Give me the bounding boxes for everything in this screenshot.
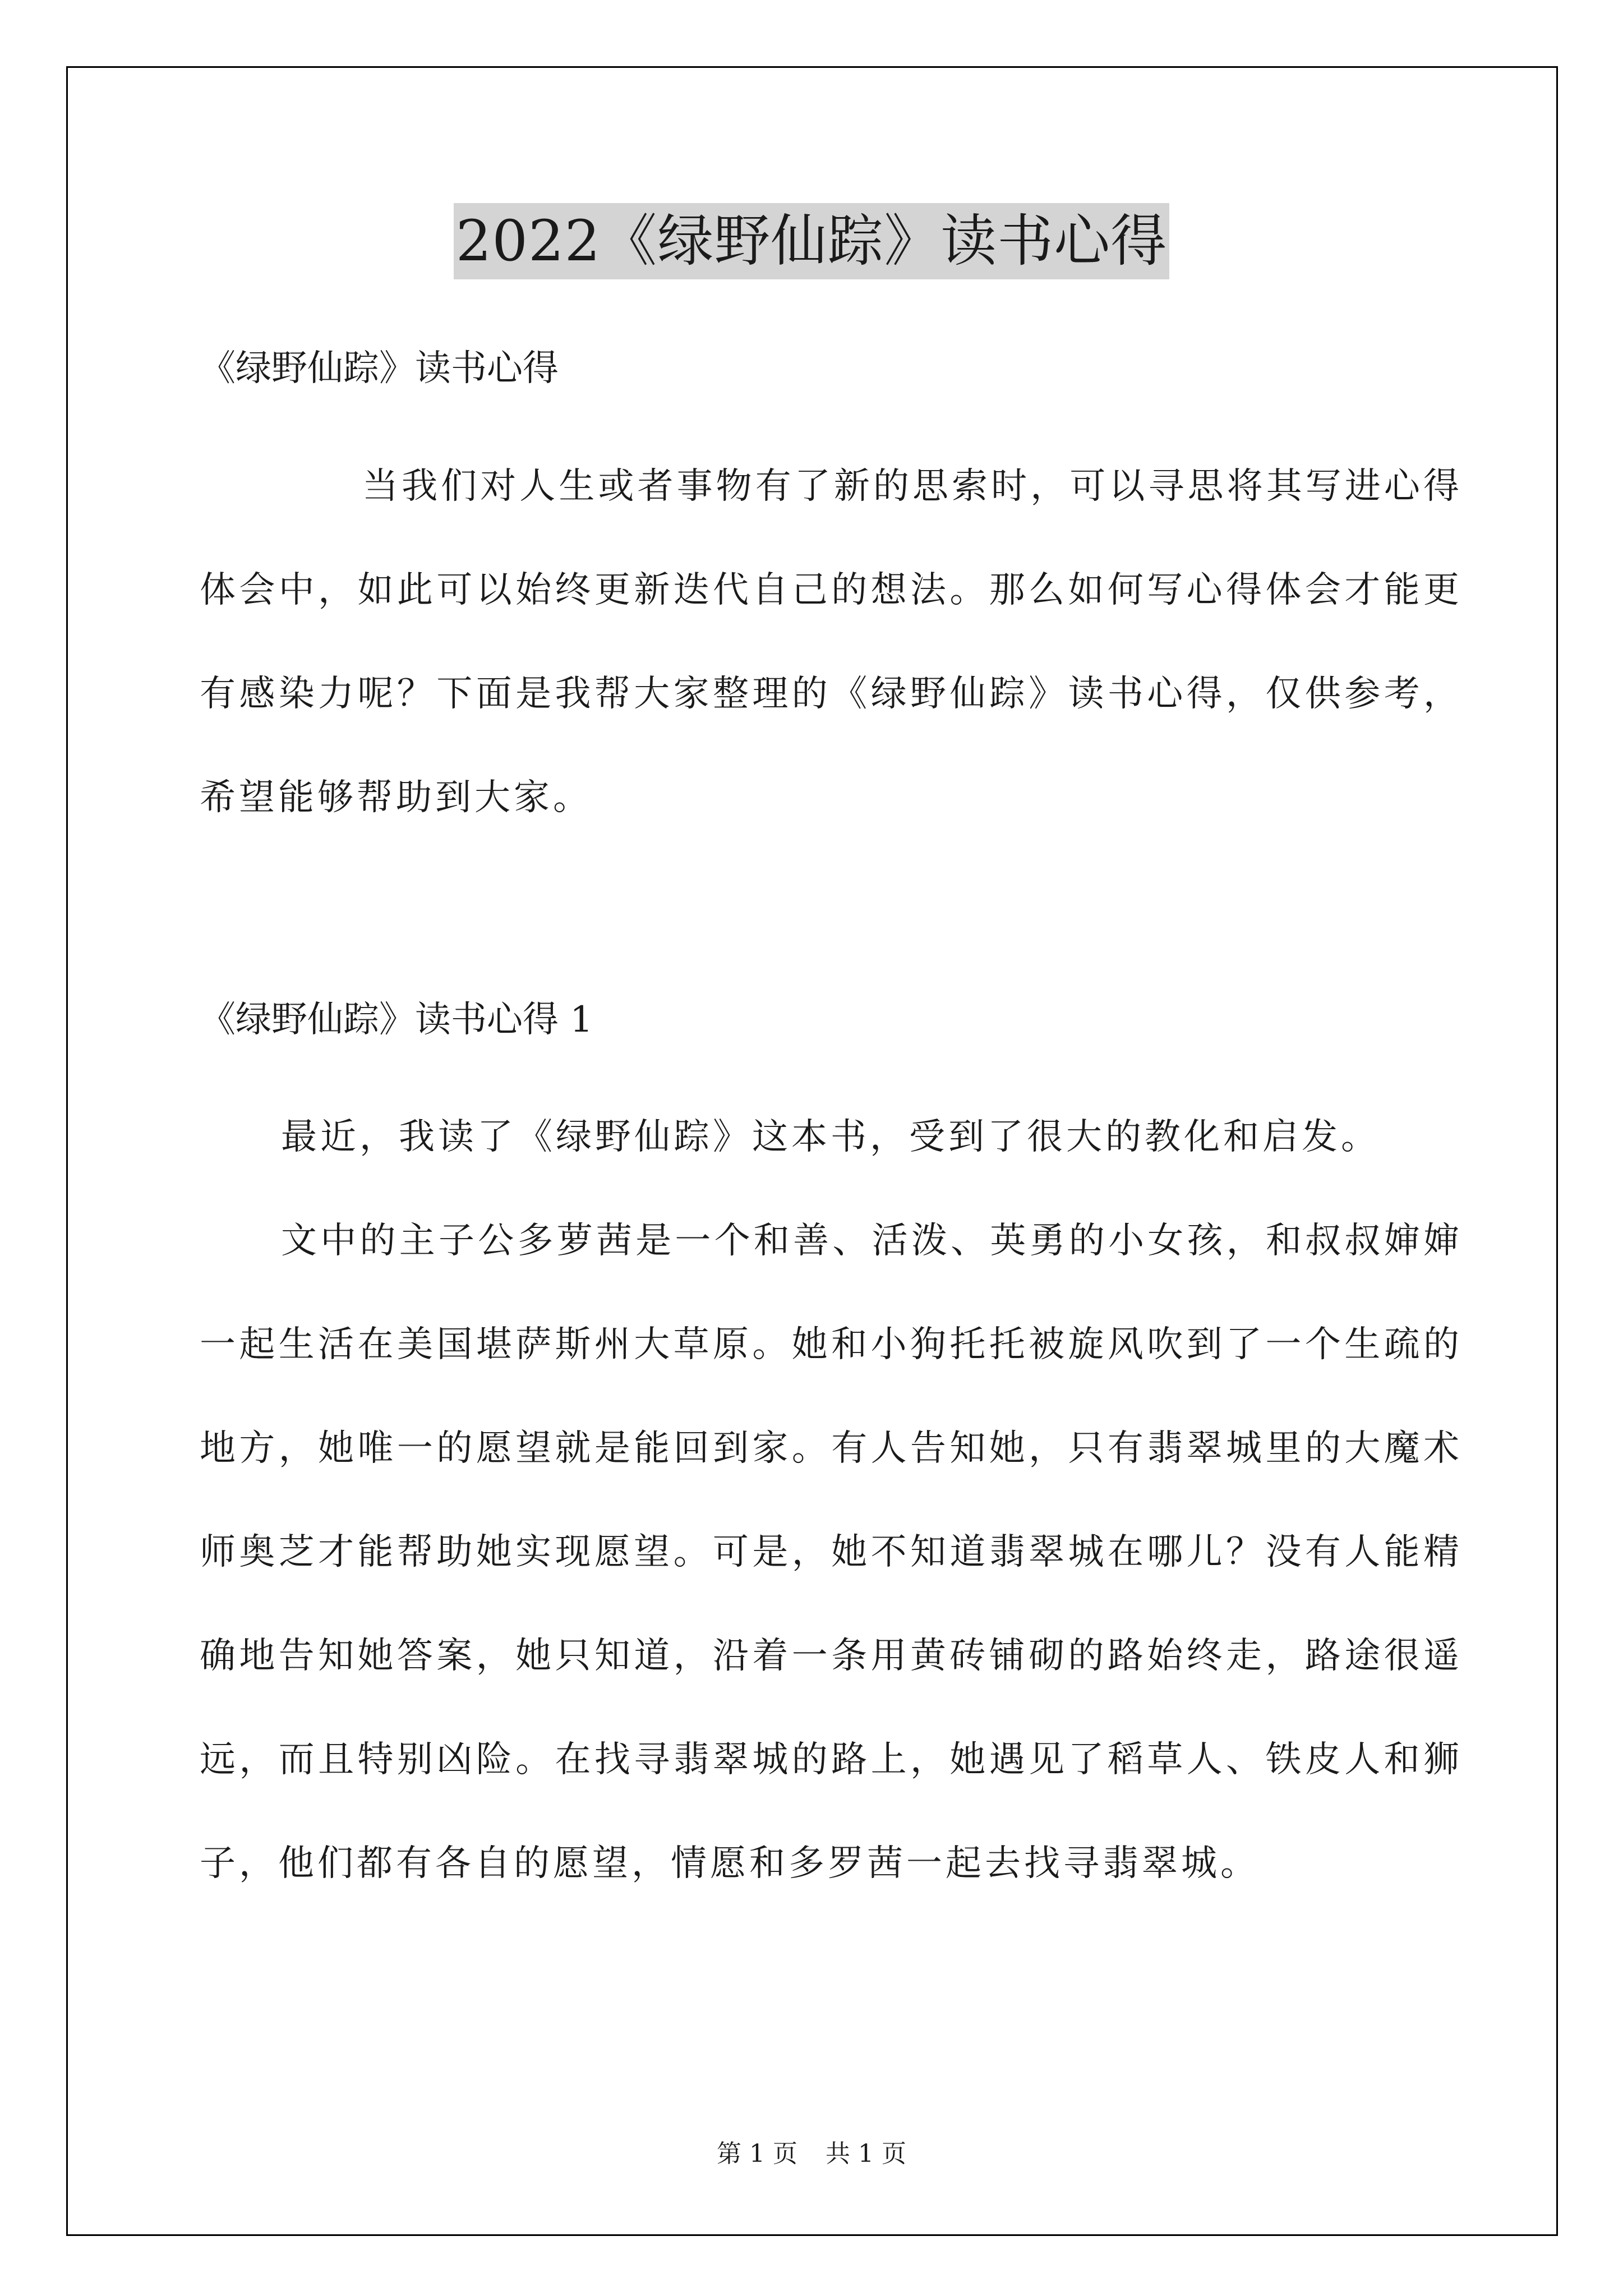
document-title: 2022《绿野仙踪》读书心得 <box>454 203 1170 279</box>
body-paragraph-2: 文中的主子公多萝茜是一个和善、活泼、英勇的小女孩，和叔叔婶婶一起生活在美国堪萨斯州大草原。她和小狗托托被旋风吹到了一个生疏的地方，她唯一的愿望就是能回到家。有人告知她，只有翡翠城里的大魔术师奥芝才能帮助她实现愿望。可是，她不知道翡翠城在哪儿？没有人能精确地告知她答案，她只知道，沿着一条用黄砖铺砌的路始终走，路途很遥远，而且特别凶险。在找寻翡翠城的路上，她遇见了稻草人、铁皮人和狮子，他们都有各自的愿望，情愿和多罗茜一起去找寻翡翠城。 <box>200 1220 1463 1884</box>
intro-paragraph: 当我们对人生或者事物有了新的思索时，可以寻思将其写进心得体会中，如此可以始终更新迭代自己的想法。那么如何写心得体会才能更有感染力呢？下面是我帮大家整理的《绿野仙踪》读书心得，仅供参考，希望能够帮助到大家。 <box>200 466 1463 818</box>
section-heading: 《绿野仙踪》读书心得 1 <box>200 999 593 1041</box>
intro-block <box>200 435 1463 850</box>
subtitle-block <box>200 343 1463 394</box>
document-subtitle: 《绿野仙踪》读书心得 <box>200 348 559 389</box>
page-number-current: 第 1 页 <box>717 2139 797 2168</box>
page-footer <box>0 2137 1623 2171</box>
body-block <box>200 1085 1463 1916</box>
body-paragraph-1: 最近，我读了《绿野仙踪》这本书，受到了很大的教化和启发。 <box>281 1116 1380 1158</box>
title-container <box>0 203 1623 279</box>
section-heading-block <box>200 995 1463 1045</box>
page-number-total: 共 1 页 <box>826 2139 906 2168</box>
